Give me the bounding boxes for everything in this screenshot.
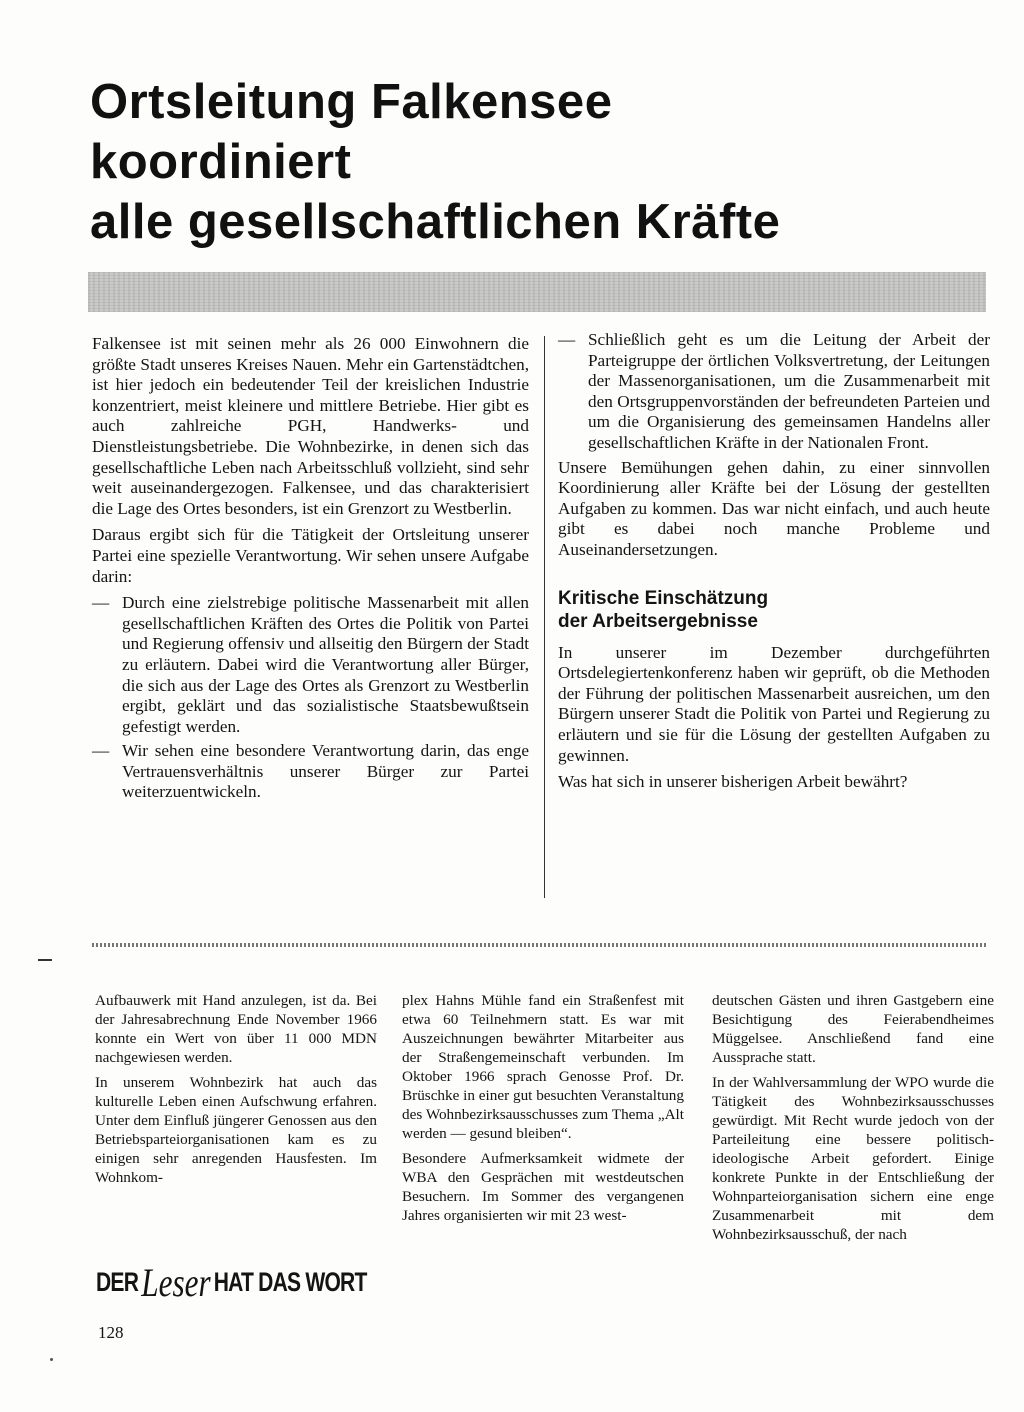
article-paragraph: Was hat sich in unserer bisherigen Arbeit bewährt? bbox=[558, 772, 908, 792]
letters-column-3 bbox=[712, 991, 994, 1250]
headline-line-2: koordiniert bbox=[90, 135, 352, 189]
letters-paragraph: Aufbauwerk mit Hand anzulegen, ist da. Bei der Jahresabrechnung Ende November 1966 konnte ein Wert von über 11 000 MDN nachgewiesen werden. bbox=[95, 992, 377, 1066]
subheading-line-2: der Arbeitsergebnisse bbox=[558, 610, 758, 632]
margin-mark bbox=[38, 959, 52, 961]
letters-paragraph: In unserem Wohnbezirk hat auch das kulturelle Leben einen Aufschwung erfahren. Unter dem Einfluß jüngerer Genossen aus den Betriebsparteiorganisationen kam es zu einigen sehr anregenden Hausfesten. Im Wohnkom- bbox=[95, 1074, 377, 1186]
list-item-text: Wir sehen eine besondere Verantwortung darin, das enge Vertrauensverhältnis unserer Bürger zur Partei weiterzuentwickeln. bbox=[122, 741, 529, 802]
print-speck bbox=[50, 1358, 53, 1361]
logo-text-der: DER bbox=[96, 1266, 139, 1297]
list-item bbox=[558, 330, 990, 454]
letters-paragraph: Besondere Aufmerksamkeit widmete der WBA den Gesprächen mit westdeutschen Besuchern. Im Sommer des vergangenen Jahres organisierten wir mit 23 west- bbox=[402, 1150, 684, 1224]
list-item bbox=[92, 593, 529, 737]
logo-script-leser: Leser bbox=[141, 1259, 211, 1305]
letters-column-1 bbox=[95, 991, 377, 1193]
dash-bullet: — bbox=[92, 741, 110, 761]
halftone-divider-band bbox=[88, 272, 986, 312]
list-item bbox=[92, 741, 529, 803]
headline-line-3: alle gesellschaftlichen Kräfte bbox=[90, 195, 781, 249]
article-paragraph: Daraus ergibt sich für die Tätigkeit der Ortsleitung unserer Partei eine spezielle Verantwortung. Wir sehen unsere Aufgabe darin: bbox=[92, 525, 529, 586]
dash-bullet: — bbox=[558, 330, 576, 349]
letters-paragraph: deutschen Gästen und ihren Gastgebern eine Besichtigung des Feierabendheimes Müggelsee. Anschließend fand eine Aussprache statt. bbox=[712, 992, 994, 1066]
article-headline bbox=[90, 72, 990, 252]
subheading-line-1: Kritische Einschätzung bbox=[558, 587, 769, 609]
letters-column-2 bbox=[402, 991, 684, 1231]
article-paragraph: Unsere Bemühungen gehen dahin, zu einer sinnvollen Koordinierung aller Kräfte bei der Lösung der gestellten Aufgaben zu kommen. Das war nicht einfach, und auch heute gibt es dabei noch manche Probleme und Auseinandersetzungen. bbox=[558, 457, 990, 559]
logo-text-hat-das-wort: HAT DAS WORT bbox=[213, 1266, 367, 1297]
column-divider bbox=[544, 336, 545, 898]
section-divider bbox=[92, 943, 988, 947]
letters-paragraph: In der Wahlversammlung der WPO wurde die Tätigkeit des Wohnbezirksausschusses gewürdigt. Mit Recht wurde jedoch von der Parteileitung eine bessere politisch-ideologische Arbeit gefordert. Einige konkrete Punkte in der Entschließung der Wohnparteiorganisation sichern eine enge Zusammenarbeit mit dem Wohnbezirksausschuß, der nach bbox=[712, 1074, 994, 1243]
page-number: 128 bbox=[98, 1323, 124, 1342]
section-subheading bbox=[558, 587, 990, 633]
letters-paragraph: plex Hahns Mühle fand ein Straßenfest mit etwa 60 Teilnehmern statt. Es war mit Auszeichnungen bewährter Mitarbeiter aus der Straßengemeinschaft verbunden. Im Oktober 1966 sprach Genosse Prof. Dr. Brüschke in einer gut besuchten Veranstaltung des Wohnbezirksausschusses zum Thema „Alt werden — gesund bleiben“. bbox=[402, 992, 684, 1142]
list-item-text: Schließlich geht es um die Leitung der Arbeit der Parteigruppe der örtlichen Volksvertretung, der Leitungen der Massenorganisationen, um die Zusammenarbeit mit den Ortsgruppenvorständen der befreundeten Parteien und um die Organisierung des gemeinsamen Handelns aller gesellschaftlichen Kräfte in der Nationalen Front. bbox=[588, 330, 990, 452]
article-paragraph: In unserer im Dezember durchgeführten Ortsdelegiertenkonferenz haben wir geprüft, ob die Methoden der Führung der politischen Massenarbeit ausreichen, um den Bürgern unserer Stadt die Politik von Partei und Regierung zu erläutern und sie für die Lösung der gestellten Aufgaben zu gewinnen. bbox=[558, 642, 990, 765]
article-column-left bbox=[92, 334, 529, 807]
list-item-text: Durch eine zielstrebige politische Massenarbeit mit allen gesellschaftlichen Kräften des Ortes die Politik von Partei und Regierung offensiv und allseitig den Bürgern der Stadt zu erläutern. Dabei wird die Verantwortung aller Bürger, die sich aus der Lage des Ortes als Grenzort zu Westberlin ergibt, geklärt und das sozialistische Staatsbewußtsein gefestigt werden. bbox=[122, 593, 529, 736]
article-column-right bbox=[558, 330, 990, 799]
der-leser-hat-das-wort-logo bbox=[96, 1259, 367, 1305]
article-paragraph: Falkensee ist mit seinen mehr als 26 000 Einwohnern die größte Stadt unseres Kreises Nauen. Mehr ein Gartenstädtchen, ist hier jedoch ein bedeutender Teil der kreislichen Industrie konzentriert, meist kleinere und mittlere Betriebe. Hier gibt es auch zahlreiche PGH, Handwerks- und Dienstleistungsbetriebe. Die Wohnbezirke, in denen sich das gesellschaftliche Leben nach Arbeitsschluß vollzieht, sind sehr weit auseinandergezogen. Falkensee, und das charakterisiert die Lage des Ortes besonders, ist ein Grenzort zu Westberlin. bbox=[92, 334, 529, 518]
headline-line-1: Ortsleitung Falkensee bbox=[90, 75, 613, 129]
dash-bullet: — bbox=[92, 593, 110, 613]
